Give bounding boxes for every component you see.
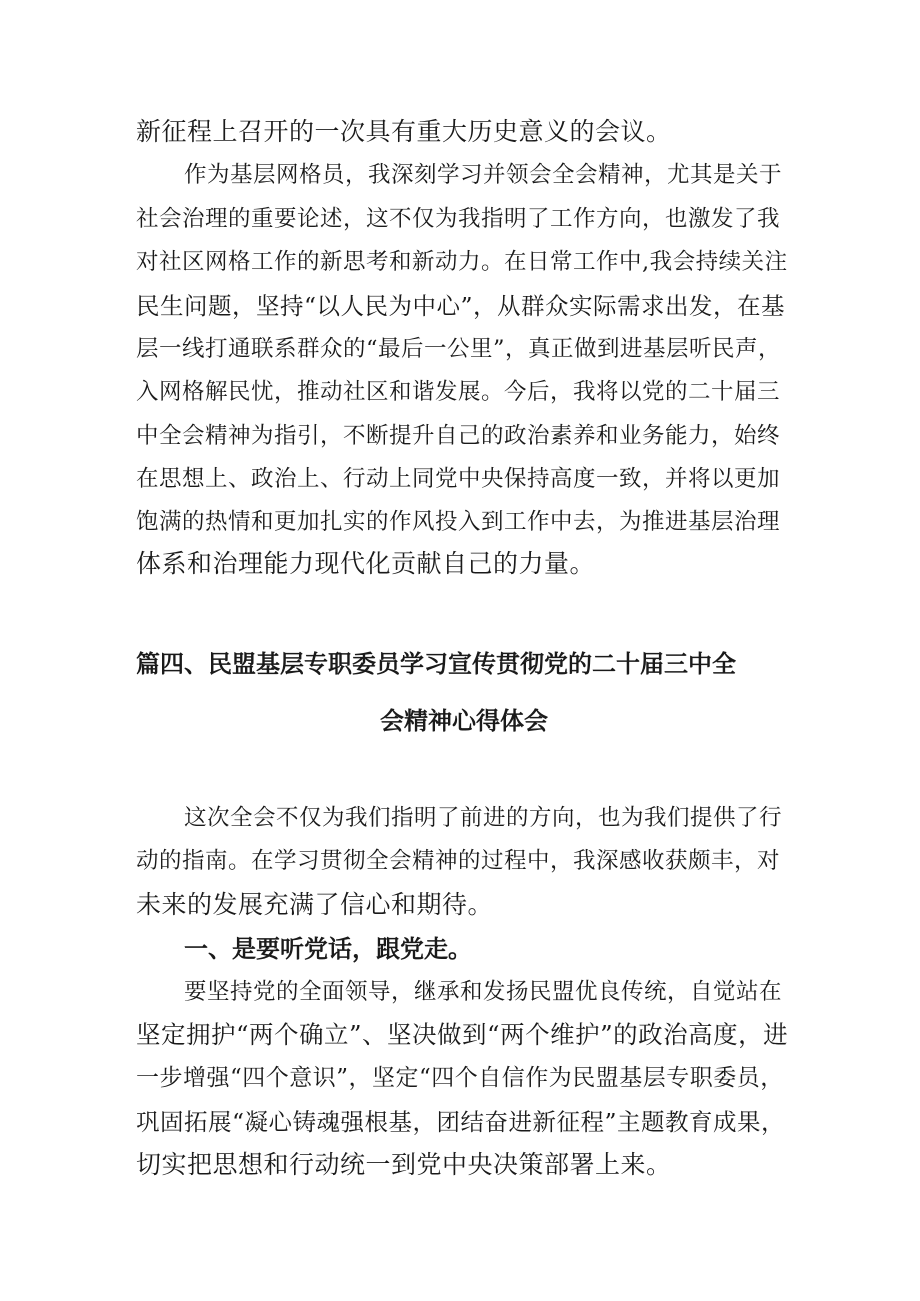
paragraph-line: 体系和治理能力现代化贡献自己的力量。 — [136, 549, 596, 578]
paragraph-line: 在思想上、政治上、行动上同党中央保持高度一致，并将以更加 — [136, 466, 781, 492]
paragraph-line: 切实把思想和行动统一到党中央决策部署上来。 — [136, 1150, 672, 1179]
section-heading-line-1: 篇四、民盟基层专职委员学习宣传贯彻党的二十届三中全 — [136, 650, 736, 678]
paragraph-line: 中全会精神为指引，不断提升自己的政治素养和业务能力，始终 — [136, 423, 781, 449]
paragraph-line: 入网格解民忧，推动社区和谐发展。今后，我将以党的二十届三 — [136, 379, 781, 405]
subheading: 一、是要听党话，跟党走。 — [184, 935, 472, 963]
paragraph-line: 坚定拥护“两个确立”、坚决做到“两个维护”的政治高度，进 — [136, 1020, 789, 1049]
paragraph-line: 要坚持党的全面领导，继承和发扬民盟优良传统，自觉站在 — [184, 979, 783, 1005]
paragraph-line: 巩固拓展“凝心铸魂强根基，团结奋进新征程”主题教育成果， — [136, 1108, 786, 1136]
paragraph-line: 民生问题，坚持“以人民为中心”，从群众实际需求出发，在基 — [136, 292, 786, 320]
paragraph-line: 社会治理的重要论述，这不仅为我指明了工作方向，也激发了我 — [136, 206, 781, 232]
paragraph-line: 一步增强“四个意识”，坚定“四个自信作为民盟基层专职委员， — [136, 1065, 784, 1091]
paragraph-line: 这次全会不仅为我们指明了前进的方向，也为我们提供了行 — [184, 805, 783, 831]
section-heading-line-2: 会精神心得体会 — [380, 707, 548, 735]
paragraph-line: 对社区网格工作的新思考和新动力。在日常工作中,我会持续关注 — [136, 249, 788, 275]
paragraph-line: 层一线打通联系群众的“最后一公里”，真正做到进基层听民声， — [136, 336, 782, 362]
paragraph-line: 作为基层网格员，我深刻学习并领会全会精神，尤其是关于 — [184, 162, 783, 188]
paragraph-line: 饱满的热情和更加扎实的作风投入到工作中去，为推进基层治理 — [136, 509, 781, 535]
paragraph-line: 新征程上召开的一次具有重大历史意义的会议。 — [136, 117, 672, 146]
paragraph-line: 动的指南。在学习贯彻全会精神的过程中，我深感收获颇丰，对 — [136, 848, 781, 874]
paragraph-line: 未来的发展充满了信心和期待。 — [136, 890, 494, 919]
